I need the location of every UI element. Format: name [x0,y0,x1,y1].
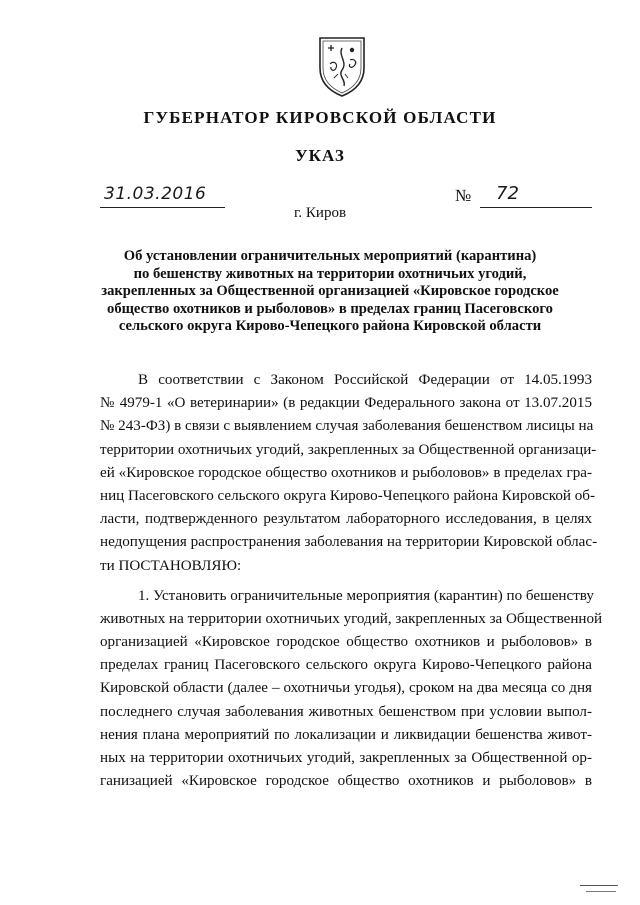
date-handwritten: 31.03.2016 [104,184,207,204]
document-type: УКАЗ [295,146,345,165]
preamble-paragraph [100,369,598,578]
body-line: В соответствии с Законом Российской Федерации от 14.05.1993 [138,372,592,388]
body-line: нения плана мероприятий по локализации и ликвидации бешенства живот- [100,726,592,743]
clause-1-paragraph [100,585,603,794]
body-line: ей «Кировское городское общество охотников и рыболовов» в пределах гра- [100,464,592,481]
issuing-authority: ГУБЕРНАТОР КИРОВСКОЙ ОБЛАСТИ [143,108,497,127]
number-label: № [455,186,472,205]
title-line: сельского округа Кирово-Чепецкого района Кировской области [118,318,542,335]
body-line: ти ПОСТАНОВЛЯЮ: [100,557,242,574]
body-line: животных на территории охотничьих угодий, закрепленных за Общественной [100,610,603,627]
body-line: ганизацией «Кировское городское общество охотников и рыболовов» в [100,773,592,790]
city-line: г. Киров [293,205,347,221]
body-line: территории охотничьих угодий, закрепленных за Общественной организаци- [100,441,597,458]
body-line: организацией «Кировское городское общество охотников и рыболовов» в [100,634,592,651]
body-line: ниц Пасеговского сельского округа Кирово-Чепецкого района Кировской об- [100,487,595,504]
decree-title [100,248,560,336]
title-line: по бешенству животных на территории охотничьих угодий, [133,265,527,282]
body-line: № 4979-1 «О ветеринарии» (в редакции Федерального закона от 13.07.2015 [100,395,592,412]
body-line: Кировской области (далее – охотничьи угодья), сроком на два месяца со дня [100,680,592,697]
body-line: последнего случая заболевания животных бешенством при условии выпол- [100,703,592,720]
title-line: закрепленных за Общественной организацией «Кировское городское [101,283,559,300]
body-line: 1. Установить ограничительные мероприятия (карантин) по бешенству [138,587,594,604]
body-line: ласти, подтвержденного результатом лабораторного исследования, в целях [100,511,592,528]
body-line: ных на территории охотничьих угодий, закрепленных за Общественной ор- [100,750,592,766]
title-line: общество охотников и рыболовов» в пределах границ Пасеговского [107,300,553,317]
kirov-coat-of-arms-icon [314,34,370,98]
body-line: пределах границ Пасеговского сельского округа Кирово-Чепецкого района [100,657,592,674]
body-line: № 243-ФЗ) в связи с выявлением случая заболевания бешенством лисицы на [100,418,594,435]
title-line: Об установлении ограничительных мероприятий (карантина) [123,248,537,264]
decree-body [100,369,603,800]
page-mark [580,885,618,887]
number-handwritten: 72 [496,183,519,204]
page-mark [586,891,616,893]
body-line: недопущения распространения заболевания на территории Кировской облас- [100,534,598,551]
